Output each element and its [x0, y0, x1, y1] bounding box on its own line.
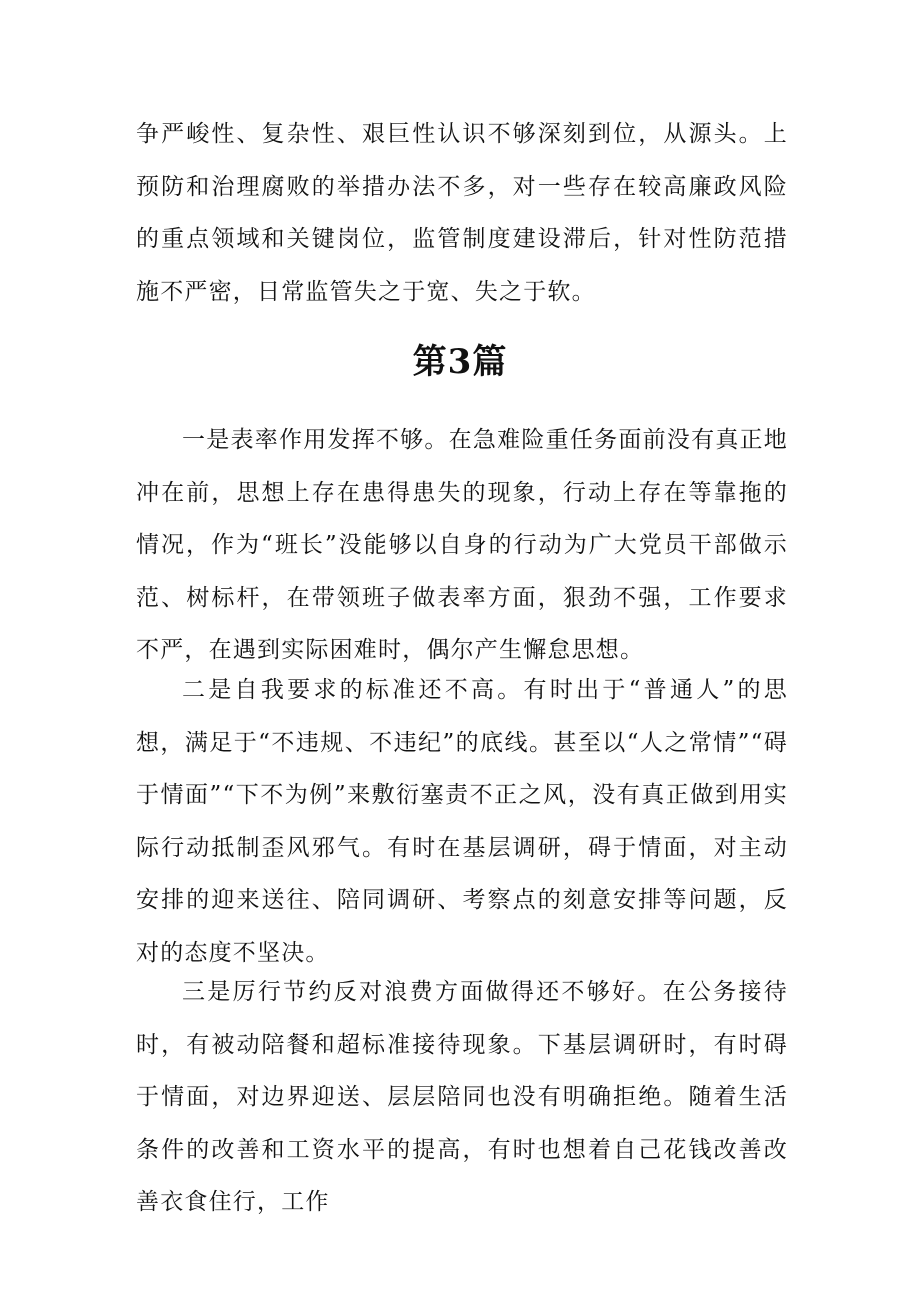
paragraph-1: 一是表率作用发挥不够。在急难险重任务面前没有真正地冲在前，思想上存在患得患失的现象，行动上存在等靠拖的情况，作为“班长”没能够以自身的行动为广大党员干部做示范、树标杆，在带领班子做表率方面，狠劲不强，工作要求不严，在遇到实际困难时，偶尔产生懈怠思想。 — [136, 427, 788, 664]
paragraph-2: 二是自我要求的标准还不高。有时出于“普通人”的思想，满足于“不违规、不违纪”的底线。甚至以“人之常情”“碍于情面”“下不为例”来敷衍塞责不正之风，没有真正做到用实际行动抵制歪风邪气。有时在基层调研，碍于情面，对主动安排的迎来送往、陪同调研、考察点的刻意安排等问题，反对的态度不坚决。 — [136, 677, 788, 966]
paragraph-3: 三是厉行节约反对浪费方面做得还不够好。在公务接待时，有被动陪餐和超标准接待现象。下基层调研时，有时碍于情面，对边界迎送、层层陪同也没有明确拒绝。随着生活条件的改善和工资水平的提高，有时也想着自己花钱改善改善衣食住行，工作 — [136, 979, 788, 1216]
section-heading: 第3篇 — [412, 342, 508, 382]
continuation-paragraph: 争严峻性、复杂性、艰巨性认识不够深刻到位，从源头。上预防和治理腐败的举措办法不多，对一些存在较高廉政风险的重点领域和关键岗位，监管制度建设滞后，针对性防范措施不严密，日常监管失之于宽、失之于软。 — [136, 121, 788, 305]
